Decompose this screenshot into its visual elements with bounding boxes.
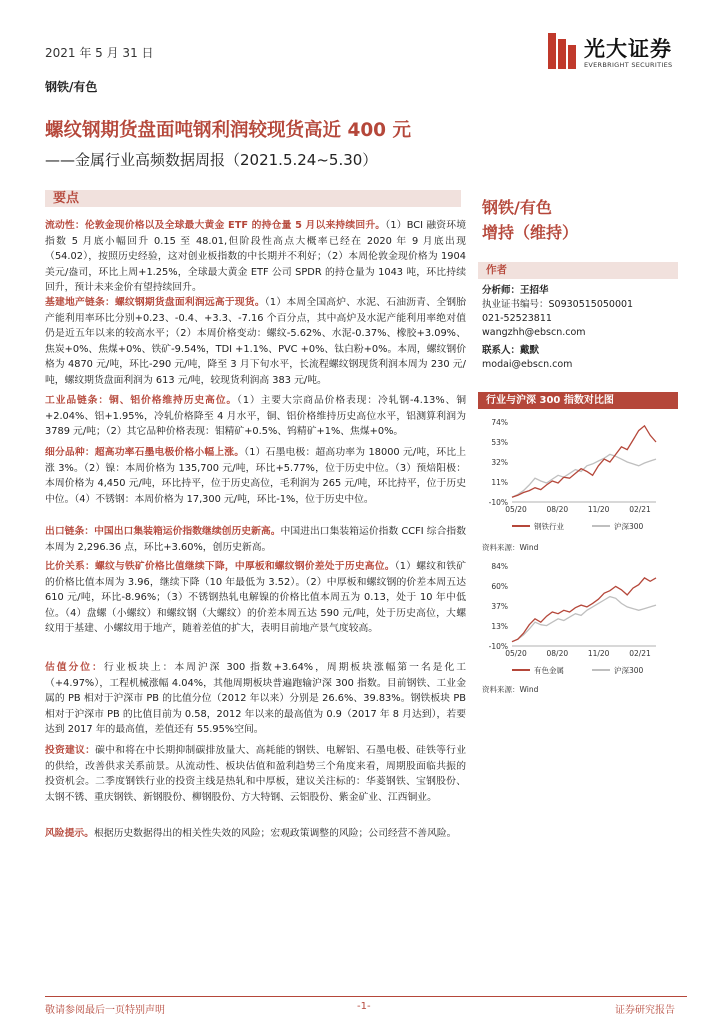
paragraph-text: （1）石墨电极：超高功率为 18000 元/吨，环比上涨 3%。（2）镍：本周价格为 135,700 元/吨，环比+5.77%，位于历史中位。（3）预焙阳极：本周价格为 4,450 元/吨，环比持平，位于历史高位，毛利润为 265 元/吨，环比持平，位于历史中位。（4）不锈钢：本周价格为 17,300 元/吨，环比-1%，位于历史中位。	[45, 447, 466, 505]
contact-email[interactable]: modai@ebscn.com	[482, 359, 573, 370]
paragraph-lead: 投资建议：	[45, 745, 96, 756]
y-tick-label: 84%	[491, 562, 508, 571]
legend-label: 沪深300	[614, 666, 644, 675]
paragraph-text: （1）BCI 融资环境指数 5 月底小幅回升 0.15 至 48.01,但阶段性高点大概率已经在 2020 年 9 月底出现（54.02），按照历史经验，这对创业板指数的中长期并不利好；（2）本周伦敦金现价格为 1904 美元/盎司，环比上周+1.25%，全球最大黄金 ETF 公司 SPDR 的持仓量为 1043 吨，环比持续回升，预计未来金价有望持续回升。	[45, 220, 466, 294]
paragraph-text: 行业板块上：本周沪深 300 指数+3.64%，周期板块涨幅第一名是化工（+4.97%），工程机械涨幅 4.04%，其他周期板块普遍跑输沪深 300 指数。目前钢铁、工业金属的 PB 相对于沪深市 PB 的比值分位（2012 年以来）分别是 26.6%、39.83%。钢铁板块 PB 相对于沪深市 PB 的比值目前为 0.58，2012 年以来的最高值为 0.9（2017 年 8 月达到），若要达到 2017 年的最高值，差值还有 55.95%空间。	[45, 662, 467, 736]
paragraph-lead: 估值分位：	[45, 662, 104, 673]
paragraph-lead: 比价关系：螺纹与铁矿价格比值继续下降，中厚板和螺纹钢价差处于历史高位。	[45, 561, 395, 572]
paragraph-industrial	[45, 393, 466, 440]
company-logo	[548, 33, 688, 73]
paragraph-lead: 流动性：伦敦金现价格以及全球最大黄金 ETF 的持仓量 5 月以来持续回升。	[45, 220, 386, 231]
analyst-line	[482, 284, 549, 298]
report-subtitle: ——金属行业高频数据周报（2021.5.24~5.30）	[45, 151, 378, 169]
analyst-phone: 021-52523811	[482, 313, 552, 324]
footer-divider	[45, 996, 687, 997]
paragraph-export	[45, 524, 466, 555]
paragraph-infrastructure	[45, 295, 466, 389]
sidebar-rating: 增持（维持）	[482, 223, 579, 242]
x-tick-label: 11/20	[587, 649, 610, 658]
legend-label: 钢铁行业	[534, 522, 564, 531]
x-tick-label: 08/20	[546, 649, 569, 658]
author-label: 作者	[486, 264, 507, 276]
x-tick-label: 05/20	[505, 505, 527, 514]
report-category: 钢铁/有色	[45, 80, 98, 94]
chart-title-bar	[478, 392, 678, 409]
chart-source: 资料来源：Wind	[482, 685, 539, 694]
paragraph-lead: 风险提示。	[45, 828, 94, 839]
report-title: 螺纹钢期货盘面吨钢利润较现货高近 400 元	[45, 120, 411, 141]
x-tick-label: 05/20	[505, 649, 527, 658]
x-tick-label: 02/21	[629, 505, 651, 514]
paragraph-liquidity	[45, 218, 466, 296]
contact-line	[482, 344, 539, 358]
paragraph-text: 中国进出口集装箱运价指数 CCFI 综合指数本周为 2,296.36 点，环比+3.60%，创历史新高。	[45, 526, 467, 553]
logo-text-cn: 光大证券	[584, 37, 672, 61]
y-tick-label: 32%	[491, 458, 508, 467]
paragraph-text: （1）螺纹和铁矿的价格比值本周为 3.96，继续下降（10 年最低为 3.52）。（2）中厚板和螺纹钢的价差本周五达 610 元/吨，环比-8.96%；（3）不锈钢热轧电解镍的价格比值本周五为 0.13，处于 10 年中低位。（4）盘螺（小螺纹）和螺纹钢（大螺纹）的价差本周五达 590 元/吨，处于历史高位，大螺纹用于基建、小螺纹用于地产，随着差值的扩大，表明目前地产景气度较高。	[45, 561, 466, 635]
contact-label: 联系人：	[482, 345, 521, 356]
paragraph-text: 根据历史数据得出的相关性失效的风险；宏观政策调整的风险；公司经营不善风险。	[93, 828, 457, 839]
footer-page-number: -1-	[357, 1001, 371, 1012]
x-tick-label: 08/20	[546, 505, 569, 514]
analyst-license: 执业证书编号：S0930515050001	[482, 299, 634, 310]
chart-title: 行业与沪深 300 指数对比图	[486, 395, 614, 406]
author-header	[478, 262, 678, 279]
y-tick-label: 11%	[491, 478, 508, 487]
nonferrous-vs-csi300-chart	[478, 558, 688, 683]
series-line-钢铁行业	[512, 426, 656, 497]
series-line-沪深300	[512, 454, 656, 497]
paragraph-text: （1）主要大宗商品价格表现：冷轧钢-4.13%、铜+2.04%、铝+1.95%，冷轧价格降至 4 月水平，铜、铝价格维持历史高位水平，铝测算利润为 3789 元/吨；（2）其它品种价格表现：钼精矿+0.5%、钨精矿+1%、焦煤+0%。	[45, 395, 467, 438]
x-tick-label: 11/20	[587, 505, 610, 514]
series-line-沪深300	[512, 597, 656, 642]
logo-text-en: EVERBRIGHT SECURITIES	[584, 61, 673, 69]
x-tick-label: 02/21	[629, 649, 651, 658]
legend-label: 沪深300	[614, 522, 644, 531]
paragraph-lead: 出口链条：中国出口集装箱运价指数继续创历史新高。	[45, 526, 281, 537]
analyst-label: 分析师：	[482, 285, 521, 296]
paragraph-lead: 细分品种：超高功率石墨电极价格小幅上涨。	[45, 447, 245, 458]
paragraph-text: 碳中和将在中长期抑制碳排放量大、高耗能的钢铁、电解铝、石墨电极、硅铁等行业的供给，改善供求关系前景。从流动性、板块估值和盈利趋势三个角度来看，周期股面临共振的投资机会。二季度钢铁行业的投资主线是热轧和中厚板，建议关注标的：华菱钢铁、宝钢股份、太钢不锈、重庆钢铁、新钢股份、柳钢股份、方大特钢、云铝股份、紫金矿业、江西铜业。	[45, 745, 467, 803]
series-line-有色金属	[512, 578, 656, 642]
footer-report-type: 证券研究报告	[615, 1005, 675, 1016]
paragraph-investment-advice	[45, 743, 466, 805]
y-tick-label: 53%	[491, 438, 508, 447]
paragraph-lead: 基建地产链条：螺纹钢期货盘面利润远高于现货。	[45, 297, 265, 308]
paragraph-valuation	[45, 660, 466, 738]
y-tick-label: -10%	[488, 642, 508, 651]
legend-label: 有色金属	[534, 666, 564, 675]
steel-vs-csi300-chart	[478, 414, 688, 539]
y-tick-label: 60%	[491, 582, 508, 591]
analyst-email[interactable]: wangzhh@ebscn.com	[482, 327, 586, 338]
paragraph-lead: 工业品链条：铜、铝价格维持历史高位。	[45, 395, 238, 406]
everbright-logo-icon	[548, 33, 578, 69]
y-tick-label: -10%	[488, 498, 508, 507]
report-date: 2021 年 5 月 31 日	[45, 46, 154, 60]
y-tick-label: 13%	[491, 622, 508, 631]
paragraph-price-ratio	[45, 559, 466, 637]
sidebar-category: 钢铁/有色	[482, 198, 552, 217]
key-points-header	[45, 190, 461, 207]
paragraph-risk	[45, 826, 466, 842]
y-tick-label: 74%	[491, 418, 508, 427]
paragraph-text: （1）本周全国高炉、水泥、石油沥青、全钢胎产能利用率环比分别+0.23、-0.4、+3.3、-7.16 个百分点，其中高炉及水泥产能利用率绝对值仍是近五年以来的较高水平；（2）本周价格变动：螺纹-5.62%、水泥-0.37%、橡胶+3.09%、焦炭+0%、焦煤+0%、铁矿-9.54%，TDI +1.1%、PVC +0%、钛白粉+0%。本周，螺纹钢价格为 4870 元/吨，环比-290 元/吨，降至 3 月下旬水平，长流程螺纹钢现货利润本周为 230 元/吨，螺纹期货盘面利润为 613 元/吨，较现货利润高 383 元/吨。	[45, 297, 466, 386]
footer-disclaimer: 敬请参阅最后一页特别声明	[45, 1005, 165, 1016]
y-tick-label: 37%	[491, 602, 508, 611]
paragraph-segments	[45, 445, 466, 507]
analyst-name: 王招华	[520, 285, 549, 296]
key-points-label: 要点	[53, 191, 80, 206]
contact-name: 戴默	[520, 345, 540, 356]
chart-source: 资料来源：Wind	[482, 543, 539, 552]
